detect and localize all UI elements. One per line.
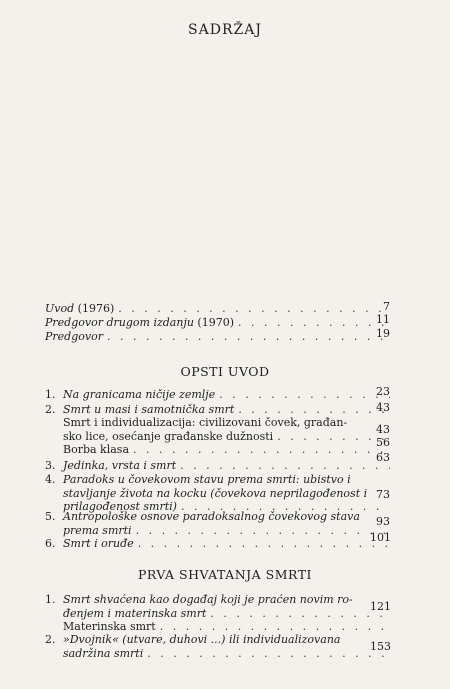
- page-number: 43: [376, 401, 390, 414]
- entry-number: 2.: [45, 633, 56, 646]
- leader-dots: [238, 316, 390, 330]
- entry-title: Antropološke osnove paradoksalnog čovekovog stava: [63, 510, 360, 523]
- leader-dots: [210, 607, 390, 621]
- toc-subentry: [45, 620, 390, 634]
- toc-entry: [45, 510, 390, 537]
- entry-title-cont: sadržina smrti: [63, 646, 144, 660]
- page-title: SADRŽAJ: [188, 22, 262, 38]
- entry-title: Smrt i individualizacija: civilizovani čovek, građan-: [63, 416, 348, 429]
- toc-entry-predgovor: [45, 330, 390, 344]
- entry-title: Borba klasa: [63, 443, 130, 456]
- entry-title: Uvod: [45, 302, 75, 315]
- entry-year: (1976): [74, 302, 115, 315]
- toc-entry-uvod: [45, 302, 390, 316]
- leader-dots: [238, 403, 390, 417]
- toc-subentry: [45, 443, 390, 457]
- page-number: 19: [376, 327, 390, 340]
- page-number: 7: [383, 300, 390, 313]
- page-number: 23: [376, 385, 390, 398]
- toc-entry: [45, 388, 390, 402]
- section-heading: OPSTI UVOD: [180, 364, 270, 379]
- entry-title-cont: prema smrti: [63, 523, 132, 537]
- entry-title: Predgovor drugom izdanju: [45, 316, 194, 329]
- entry-number: 4.: [45, 473, 56, 486]
- entry-number: 5.: [45, 510, 56, 523]
- entry-title: »Dvojnik« (utvare, duhovi ...) ili individualizovana: [63, 633, 341, 646]
- page-number: 121: [370, 600, 391, 613]
- leader-dots: [133, 443, 390, 457]
- entry-number: 3.: [45, 459, 56, 472]
- toc-entry: [45, 403, 390, 417]
- leader-dots: [180, 459, 390, 473]
- page-number: 101: [370, 531, 391, 544]
- entry-title: Na granicama ničije zemlje: [63, 388, 216, 401]
- entry-title: Paradoks u čovekovom stavu prema smrti: ubistvo i: [63, 473, 351, 486]
- leader-dots: [118, 302, 390, 316]
- page-number: 73: [376, 488, 390, 501]
- page-number: 93: [376, 515, 390, 528]
- entry-title: Smrt u masi i samotnička smrt: [63, 403, 235, 416]
- toc-entry: [45, 459, 390, 473]
- toc-entry: [45, 633, 390, 660]
- entry-title-cont: sko lice, osećanje građanske dužnosti: [63, 429, 274, 443]
- section-heading: PRVA SHVATANJA SMRTI: [137, 567, 312, 582]
- page-number: 153: [370, 640, 391, 653]
- entry-title: Smrt shvaćena kao događaj koji je praćen novim ro-: [63, 593, 353, 606]
- entry-title-cont: đenjem i materinska smrt: [63, 606, 207, 620]
- leader-dots: [219, 388, 390, 402]
- toc-entry: [45, 593, 390, 620]
- page-number: 11: [376, 313, 390, 326]
- page-number: 56: [376, 436, 390, 449]
- page-number: 43: [376, 423, 390, 436]
- entry-number: 1.: [45, 593, 56, 606]
- entry-number: 6.: [45, 537, 56, 550]
- leader-dots: [107, 330, 390, 344]
- page-number: 63: [376, 451, 390, 464]
- leader-dots: [147, 647, 390, 661]
- entry-title-cont: prilagođenost smrti): [63, 500, 177, 513]
- entry-title: Jedinka, vrsta i smrt: [63, 459, 177, 472]
- toc-entry: [45, 473, 390, 514]
- leader-dots: [136, 524, 390, 538]
- entry-number: 2.: [45, 403, 56, 416]
- entry-title: Materinska smrt: [63, 620, 156, 633]
- leader-dots: [160, 620, 390, 634]
- toc-subentry: [45, 416, 390, 443]
- entry-year: (1970): [193, 316, 235, 329]
- entry-title: Smrt i oruđe: [63, 537, 134, 550]
- entry-title: Predgovor: [45, 330, 103, 343]
- entry-number: 1.: [45, 388, 56, 401]
- toc-entry: [45, 537, 390, 551]
- leader-dots: [138, 537, 390, 551]
- entry-title-cont: stavljanje života na kocku (čovekova neprilagođenost i: [63, 486, 368, 500]
- toc-entry-predgovor-drugom: [45, 316, 390, 330]
